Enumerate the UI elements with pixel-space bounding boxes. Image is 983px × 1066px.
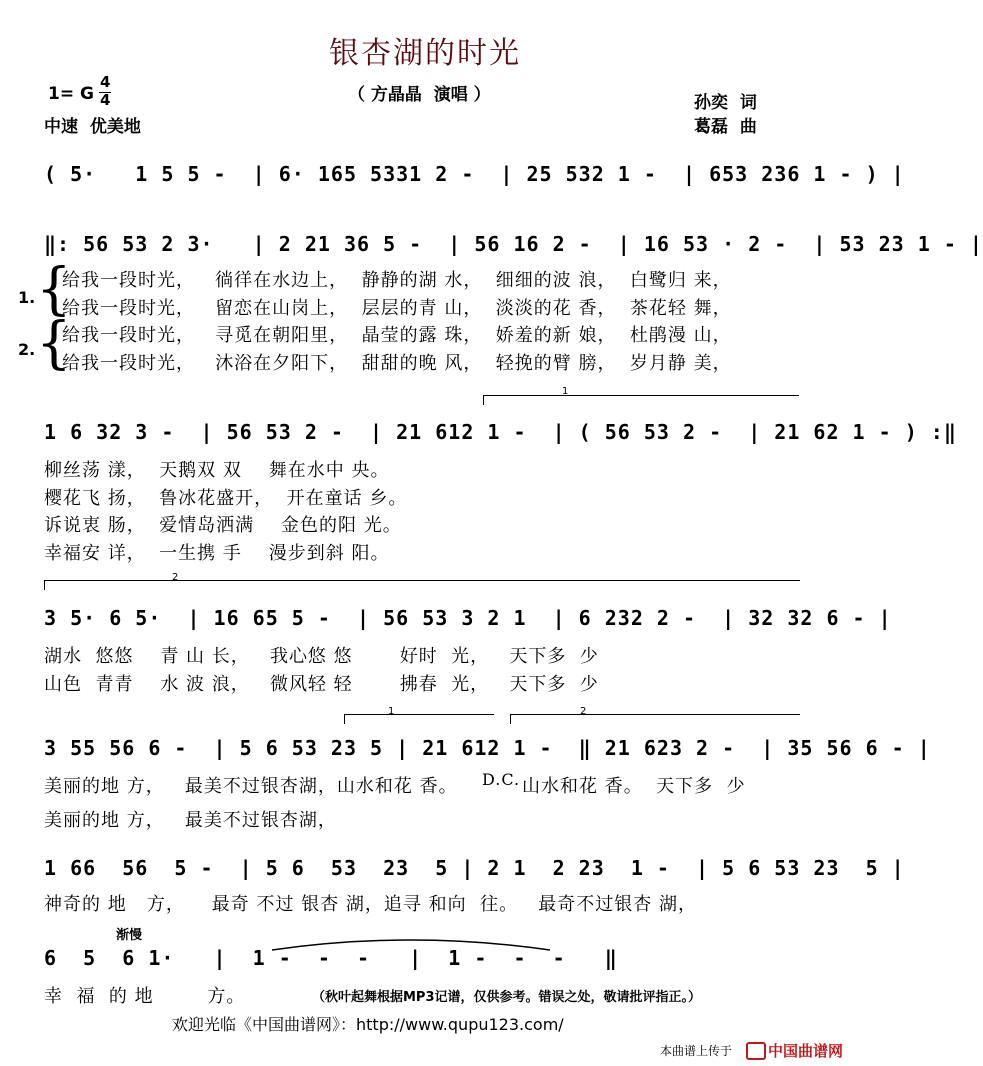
notation-row-intro: ( 5· 1 5 5 - | 6· 165 5331 2 - | 25 532 1 - | 653 236 1 - ) | [44,162,905,186]
notation-row-verse-a: ‖: 56 53 2 3· | 2 21 36 5 - | 56 16 2 - | 16 53 · 2 - | 53 23 1 - | [44,232,983,256]
lyric-row3-3: 诉说衷 肠， 爱情岛洒满 金色的阳 光。 [44,515,402,536]
notation-row-ending: 1 66 56 5 - | 5 6 53 23 5 | 2 1 2 23 1 - | 5 6 53 23 5 | [44,856,905,880]
volta-number-row5-1: 1 [388,706,395,717]
transcription-note: （秋叶起舞根据MP3记谱，仅供参考。错误之处，敬请批评指正。） [312,990,702,1005]
notation-row-final: 6 5 6 1· | 1 - - - | 1 - - - ‖ [44,946,618,970]
volta-bracket-row5-1-left [344,714,345,724]
lyric-line-1a: 给我一段时光， 徜徉在水边上， 静静的湖 水， 细细的波 浪， 白鹭归 来， [62,270,732,291]
logo-icon [746,1042,766,1060]
time-signature-top: 4 [100,73,111,91]
performer: （ 方晶晶 演唱 ） [348,85,491,105]
volta-bracket-row4-left [44,580,45,590]
lyric-row5-1b: 山水和花 香。 天下多 少 [522,776,746,797]
volta-bracket-row3 [483,395,799,396]
time-signature-bottom: 4 [100,91,111,109]
site-logo-text: 中国曲谱网 [768,1043,844,1060]
lyric-row5-2: 美丽的地 方， 最美不过银杏湖， [44,810,337,831]
dc-marking: D.C. [482,770,521,789]
page-title: 银杏湖的时光 [329,36,521,71]
volta-bracket-row5-2 [510,714,800,715]
volta-bracket-row5-1 [344,714,494,715]
notation-row-verse-b: 1 6 32 3 - | 56 53 2 - | 21 612 1 - | ( 56 53 2 - | 21 62 1 - ) :‖ [44,420,957,444]
lyric-row3-2: 樱花飞 扬， 鲁冰花盛开， 开在童话 乡。 [44,488,408,509]
volta-bracket-row5-2-left [510,714,511,724]
lyric-row3-4: 幸福安 详， 一生携 手 漫步到斜 阳。 [44,543,390,564]
verse-brace-2: { [36,311,72,376]
upload-label: 本曲谱上传于 [660,1044,733,1058]
verse-brace-1: { [36,257,72,322]
volta-number-row4: 2 [172,572,179,583]
lyric-row5-1: 美丽的地 方， 最美不过银杏湖，山水和花 香。 [44,776,458,797]
volta-number-row3: 1 [562,386,569,397]
volta-bracket-row4 [44,580,800,581]
composer: 葛磊 曲 [694,117,757,137]
lyric-line-1b: 给我一段时光， 留恋在山岗上， 层层的青 山， 淡淡的花 香， 茶花轻 舞， [62,298,732,319]
lyric-row6: 神奇的 地 方， 最奇 不过 银杏 湖，追寻 和向 往。 最奇不过银杏 湖， [44,894,697,915]
lyric-line-2b: 给我一段时光， 沐浴在夕阳下， 甜甜的晚 风， 轻挽的臂 膀， 岁月静 美， [62,353,732,374]
volta-number-row5-2: 2 [580,706,587,717]
footer-credit: 欢迎光临《中国曲谱网》：http://www.qupu123.com/ [172,1015,564,1034]
lyric-row4-2: 山色 青青 水 波 浪， 微风轻 轻 拂春 光， 天下多 少 [44,674,599,695]
volta-bracket-row3-left [483,395,484,405]
verse-number-2: 2. [18,340,36,359]
tempo-marking: 中速 优美地 [44,117,141,137]
lyric-row3-1: 柳丝荡 漾， 天鹅双 双 舞在水中 央。 [44,460,390,481]
ritardando-marking: 渐慢 [116,928,143,943]
lyricist: 孙奕 词 [694,93,757,113]
verse-number-1: 1. [18,288,36,307]
notation-row-chorus-a: 3 5· 6 5· | 16 65 5 - | 56 53 3 2 1 | 6 232 2 - | 32 32 6 - | [44,606,892,630]
lyric-line-2a: 给我一段时光， 寻觅在朝阳里， 晶莹的露 珠， 娇羞的新 娘， 杜鹃漫 山， [62,325,732,346]
notation-row-chorus-b: 3 55 56 6 - | 5 6 53 23 5 | 21 612 1 - ‖ 21 623 2 - | 35 56 6 - | [44,736,931,760]
lyric-row7: 幸 福 的 地 方。 [44,986,246,1007]
key-signature: 1= G [48,84,94,104]
lyric-row4-1: 湖水 悠悠 青 山 长， 我心悠 悠 好时 光， 天下多 少 [44,646,599,667]
